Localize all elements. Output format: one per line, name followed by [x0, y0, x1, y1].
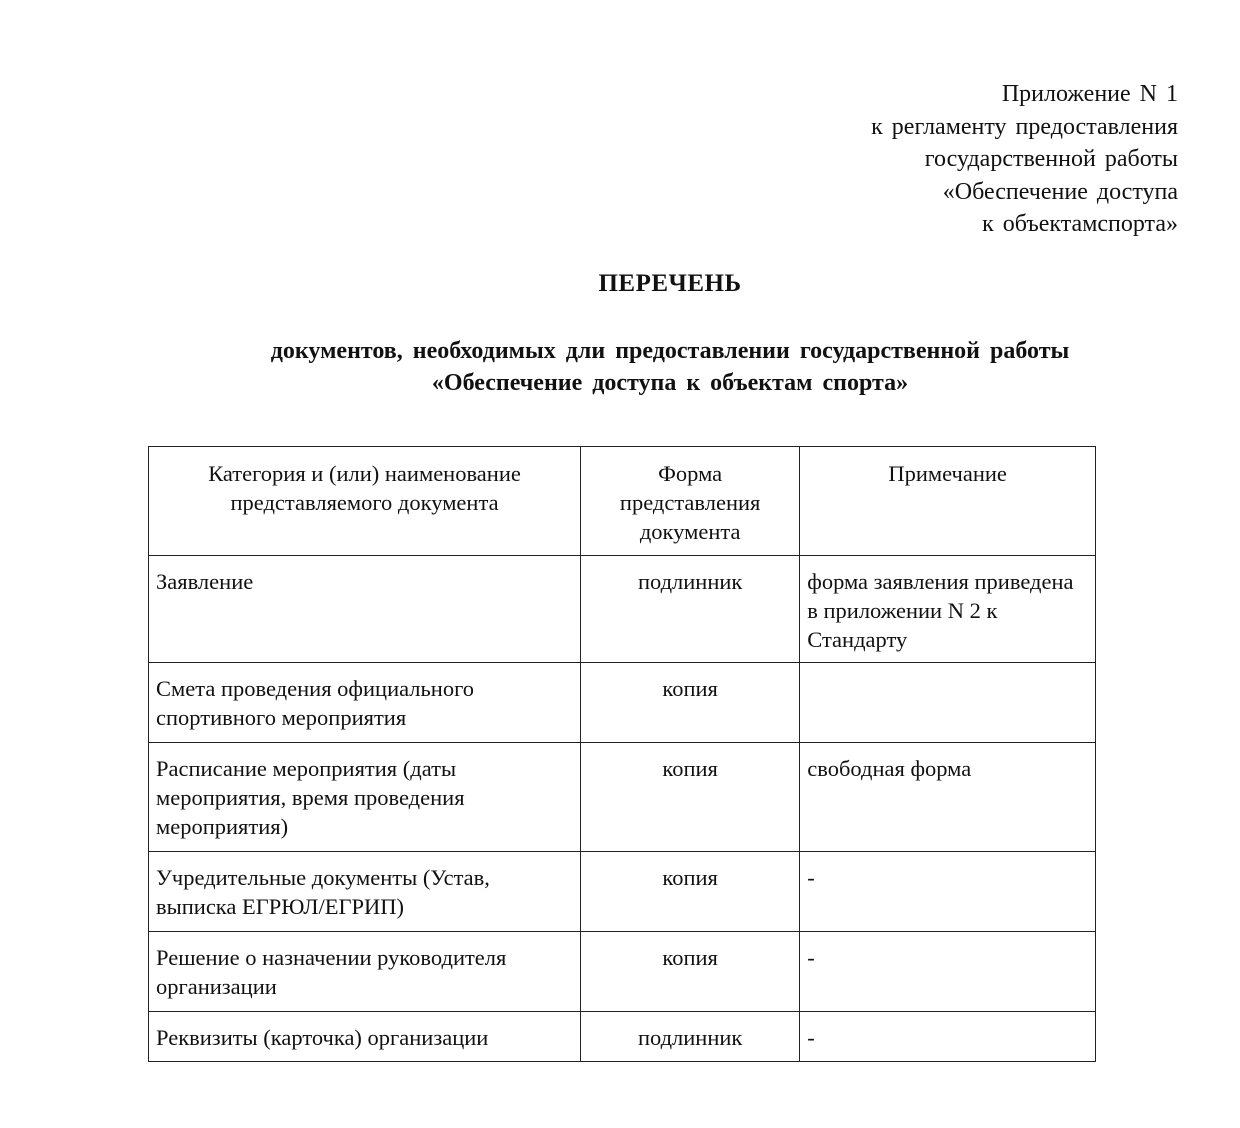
- document-name-cell: Решение о назначении руководителя организации: [149, 932, 581, 1012]
- annex-line: государственной работы: [924, 146, 1178, 172]
- document-note-cell: -: [800, 852, 1096, 932]
- document-note-cell: свободная форма: [800, 743, 1096, 852]
- document-note-cell: -: [800, 932, 1096, 1012]
- annex-line: Приложение N 1: [1001, 81, 1178, 107]
- annex-line: «Обеспечение доступа: [942, 178, 1178, 205]
- header-category: Категория и (или) наименование представляемого документа: [149, 447, 581, 556]
- document-name-cell: Учредительные документы (Устав, выписка ЕГРЮЛ/ЕГРИП): [149, 852, 581, 932]
- table-header-row: [149, 447, 1096, 556]
- table-row: [149, 663, 1096, 743]
- document-name-cell: Расписание мероприятия (даты мероприятия, время проведения мероприятия): [149, 743, 581, 852]
- annex-line: к объектамспорта»: [982, 211, 1178, 237]
- documents-table: [148, 446, 1096, 1062]
- header-note: Примечание: [800, 447, 1096, 556]
- annex-reference: [871, 78, 1178, 241]
- table-row: [149, 743, 1096, 852]
- table-row: [149, 932, 1096, 1012]
- document-note-cell: форма заявления приведена в приложении N 2 к Стандарту: [800, 556, 1096, 663]
- document-form-cell: копия: [581, 663, 800, 743]
- document-form-cell: копия: [581, 932, 800, 1012]
- subtitle-line-1: документов, необходимых дли предоставлении государственной работы: [270, 338, 1070, 364]
- document-subtitle: [0, 335, 1240, 399]
- document-name-cell: Заявление: [149, 556, 581, 663]
- document-note-cell: [800, 663, 1096, 743]
- document-name-cell: Реквизиты (карточка) организации: [149, 1012, 581, 1062]
- document-title: ПЕРЕЧЕНЬ: [598, 270, 742, 297]
- subtitle-line-2: «Обеспечение доступа к объектам спорта»: [431, 370, 909, 396]
- document-form-cell: подлинник: [581, 556, 800, 663]
- document-form-cell: копия: [581, 852, 800, 932]
- table-row: [149, 556, 1096, 663]
- document-form-cell: подлинник: [581, 1012, 800, 1062]
- document-name-cell: Смета проведения официального спортивного мероприятия: [149, 663, 581, 743]
- document-form-cell: копия: [581, 743, 800, 852]
- document-note-cell: -: [800, 1012, 1096, 1062]
- table-row: [149, 852, 1096, 932]
- table-row: [149, 1012, 1096, 1062]
- annex-line: к регламенту предоставления: [871, 113, 1178, 140]
- header-form: Форма представления документа: [581, 447, 800, 556]
